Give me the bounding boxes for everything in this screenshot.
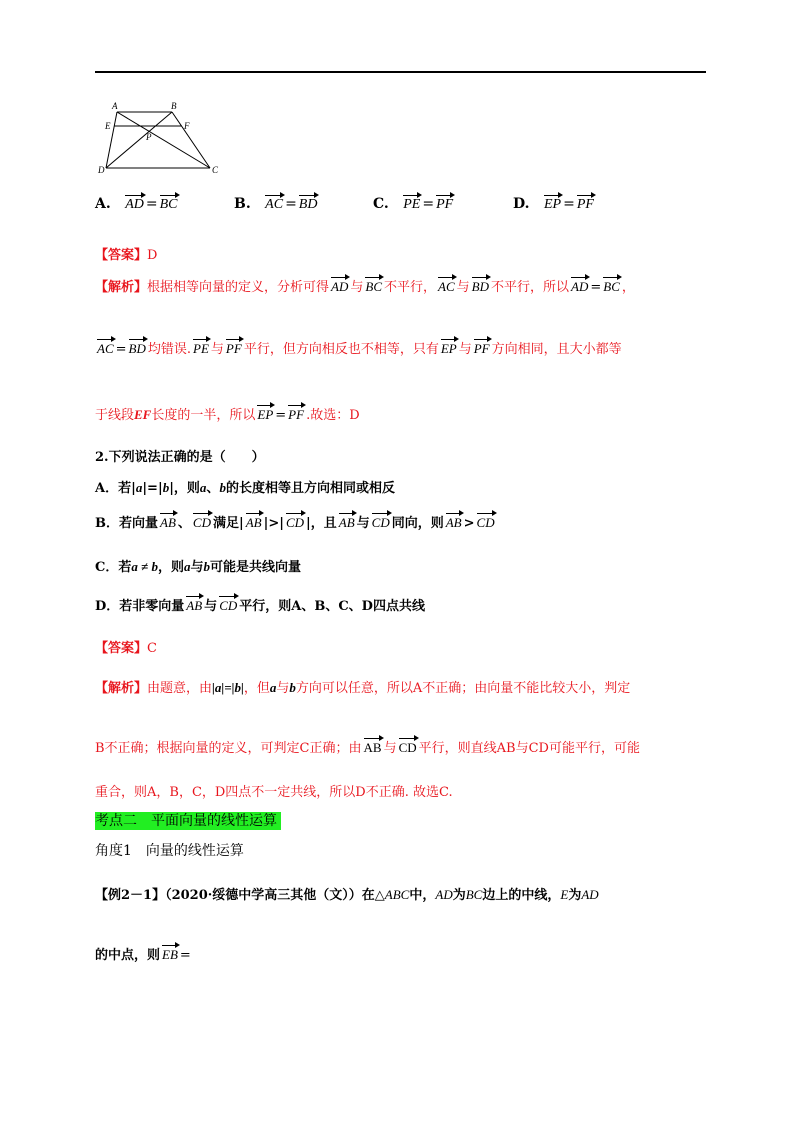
example-text: 中， [409,888,436,903]
analysis-text: 于线段 [95,408,135,423]
var: ABC [384,887,410,902]
answer-value: D [147,248,158,263]
vector: PF [288,404,304,423]
vector: BD [472,276,489,295]
vector: BC [365,276,382,295]
option-letter: A. [95,196,111,212]
q1-option-a: A. AD = BC [95,196,178,212]
example-text: 为 [568,888,582,903]
analysis-text: 与 [276,681,290,696]
vector: PF [474,338,490,357]
vector: PF [436,194,453,213]
vector: AD [571,276,588,295]
vector: AD [125,194,144,213]
q2-option-c [95,556,301,575]
vector: AB [160,512,176,531]
analysis-text: 平行，但方向相反也不相等，只有 [243,342,439,357]
option-text: 与 [204,599,218,614]
analysis-text: 根据相等向量的定义，分析可得 [147,280,330,295]
option-text: > [463,516,475,531]
q2-option-d [95,595,425,614]
analysis-text: 不平行， [384,280,437,295]
option-text: 、 [206,481,220,496]
var: b [203,559,211,574]
vector: BD [299,194,318,213]
q1-option-c: C. PE = PF [373,196,454,212]
vector: EP [257,404,273,423]
vector: AB [186,595,202,614]
option-text: 满足| [212,516,244,531]
analysis-text: 与 [210,342,224,357]
option-text: |，且 [306,516,337,531]
vector: CD [286,512,304,531]
q2-stem: 2.下列说法正确的是（ ） [95,450,265,465]
vector: PE [403,194,420,213]
example-text: 的中点，则 [95,948,161,963]
trapezoid-figure [96,100,226,180]
analysis-text: ， [621,280,635,295]
vector: BC [160,194,178,213]
analysis-tag: 【解析】 [95,280,148,295]
var: BC [465,887,483,902]
example-text: = [179,948,191,963]
analysis-text: 方向可以任意，所以A不正确；由向量不能比较大小，判定 [295,681,631,696]
example-line1 [95,884,599,903]
answer-tag: 【答案】 [95,641,148,656]
q1-analysis-line1: 【解析】根据相等向量的定义，分析可得 AD 与 BC 不平行， AC 与 BD 不平行，所以 AD = BC ， [95,276,635,295]
label-A: A [112,101,118,111]
vector: PE [193,338,209,357]
analysis-text: 与 [350,280,364,295]
section-title-text: 考点二 平面向量的线性运算 [95,812,281,830]
vector: CD [399,737,417,756]
vector: AB [339,512,355,531]
option-text: |=| [142,481,163,496]
vector: AB [364,737,382,756]
option-text: 同向，则 [391,516,444,531]
option-text: 的长度相等且方向相同或相反 [225,481,395,496]
option-text: 平行，则A、B、C、D四点共线 [239,599,425,614]
q1-answer [95,244,157,263]
q2-analysis-line3: 重合，则A，B，C，D四点不一定共线，所以D不正确. 故选C. [95,785,453,800]
label-C: C [212,165,219,175]
option-letter: B. [234,196,251,212]
option-text: 与 [190,560,204,575]
math-expr: |a|=|b| [212,680,244,695]
label-E: E [105,121,111,131]
option-letter: C. [373,196,389,212]
analysis-text: B不正确；根据向量的定义，可判定C正确；由 [95,741,362,756]
option-text: 、 [177,516,191,531]
angle-title: 角度1 向量的线性运算 [95,843,244,859]
header-rule [95,71,706,73]
section-title [95,810,281,830]
math-expr: a ≠ b [131,559,158,574]
analysis-text: 与 [456,280,470,295]
vector: BC [603,276,620,295]
answer-tag: 【答案】 [95,248,148,263]
label-P: P [146,132,152,142]
analysis-text: ，但 [243,681,270,696]
q2-option-a [95,477,395,496]
var: a [199,480,207,495]
var: b [219,480,226,495]
analysis-text: 与 [458,342,472,357]
option-letter: D. [513,196,530,212]
example-text: 边上的中线， [482,888,561,903]
analysis-text: 均错误. [147,342,192,357]
analysis-text: 不平行，所以 [491,280,570,295]
var: E [560,887,569,902]
analysis-tag: 【解析】 [95,681,148,696]
label-B: B [171,101,177,111]
vector: AC [97,338,114,357]
vector: CD [372,512,390,531]
analysis-text: 平行，则直线AB与CD可能平行，可能 [418,741,640,756]
example-line2 [95,944,191,963]
answer-value: C [147,641,157,656]
q1-option-b: B. AC = BD [234,196,318,212]
q2-option-b [95,512,497,531]
example-text: 为 [452,888,466,903]
option-text: A．若| [95,481,136,496]
vector: PF [577,194,594,213]
var: b [162,480,170,495]
vector: CD [219,595,237,614]
vector: AC [438,276,455,295]
q1-analysis-line3: 于线段EF长度的一半，所以 EP = PF .故选：D [95,404,360,423]
q2-analysis-line1 [95,677,630,696]
option-text: 可能是共线向量 [210,560,302,575]
var: a [269,680,277,695]
example-text: 【例2－1】（2020·绥德中学高三其他（文））在△ [95,888,385,903]
vector: BD [129,338,146,357]
analysis-text: .故选：D [306,408,360,423]
q2-answer [95,637,157,656]
vector: AB [246,512,262,531]
option-text: 与 [356,516,370,531]
option-text: C．若 [95,560,132,575]
vector: AB [446,512,462,531]
analysis-text: 与 [383,741,397,756]
option-text: D．若非零向量 [95,599,185,614]
vector: EB [162,944,178,963]
label-D: D [98,165,105,175]
vector: AC [265,194,283,213]
q1-analysis-line2: AC = BD 均错误. PE 与 PF 平行，但方向相反也不相等，只有 EP 与 PF 方向相同，且大小都等 [95,338,622,357]
analysis-text: 方向相同，且大小都等 [491,342,622,357]
var: b [289,680,296,695]
var: a [184,559,191,574]
q1-option-d: D. EP = PF [513,196,594,212]
segment-label: EF [134,407,152,422]
vector: PF [226,338,242,357]
vector: CD [193,512,211,531]
var: AD [581,887,599,902]
option-text: B．若向量 [95,516,158,531]
vector: AD [331,276,348,295]
analysis-text: 长度的一半，所以 [151,408,256,423]
vector: EP [544,194,561,213]
label-F: F [184,121,190,131]
var: AD [435,887,453,902]
option-text: |，则 [169,481,200,496]
analysis-text: 由题意，由 [147,681,213,696]
var: a [135,480,143,495]
option-text: |>| [263,516,284,531]
vector: CD [477,512,495,531]
q2-analysis-line2 [95,737,640,756]
vector: EP [441,338,457,357]
option-text: ，则 [158,560,185,575]
